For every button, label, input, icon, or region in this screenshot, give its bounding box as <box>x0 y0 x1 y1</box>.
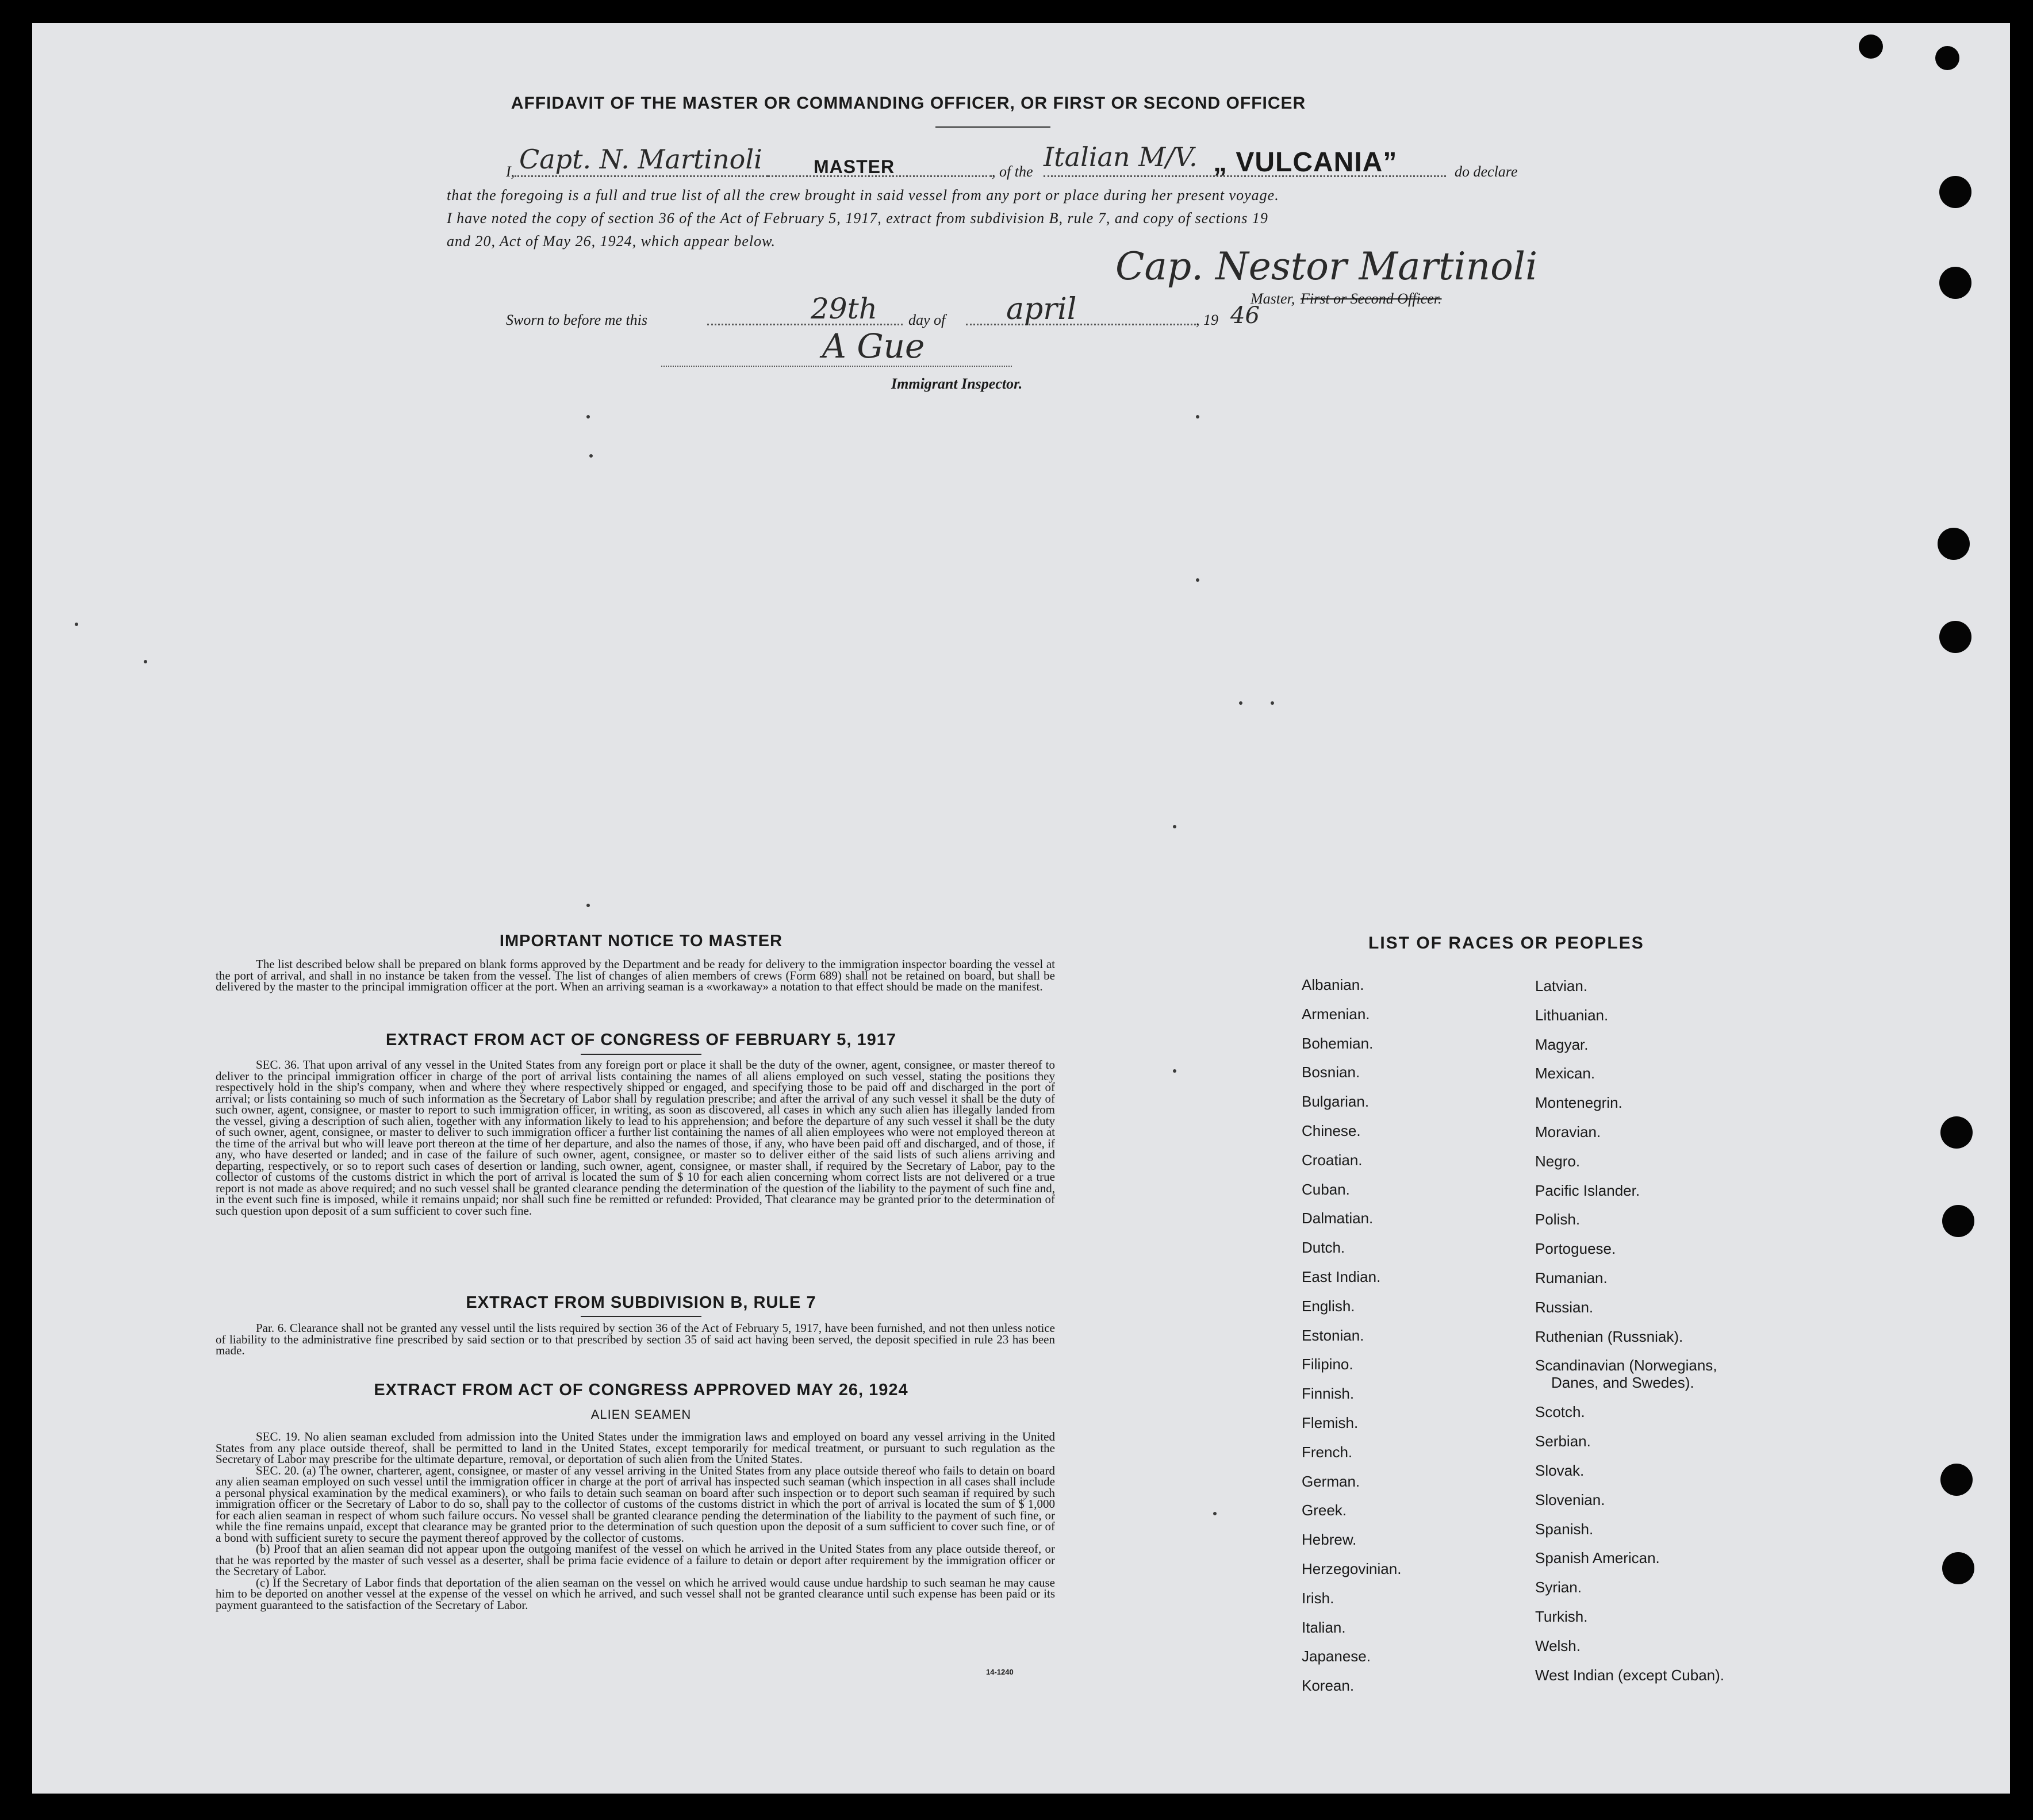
race-item: Spanish. <box>1535 1520 1594 1538</box>
rank-label: MASTER <box>814 156 895 177</box>
punch-hole <box>1935 46 1959 70</box>
extract-1917-text <box>216 1059 1055 1216</box>
race-item: Negro. <box>1535 1152 1581 1170</box>
punch-hole <box>1940 1116 1973 1149</box>
race-item: Greek. <box>1302 1502 1347 1519</box>
notice-title: IMPORTANT NOTICE TO MASTER <box>499 932 783 950</box>
races-column-2 <box>1535 972 1724 1690</box>
races-column-1 <box>1302 970 1401 1700</box>
punch-hole <box>1939 267 1971 299</box>
punch-hole <box>1940 1464 1973 1496</box>
sec36-paragraph: SEC. 36. That upon arrival of any vessel in the United States from any foreign port or place it shall be the duty of the owner, agent, consignee, or master thereof to deliver to the principal immigration officer in charge of the port of arrival lists containing the names of all aliens employed on such vessel, stating the positions they respectively hold in the ship's company, when and where they where respectively shipped or engaged, and specifying those to be paid off and discharged in the port of arrival; or lists containing so much of such information as the Secretary of Labor shall by regulation prescribe; and after the arrival of any such vessel it shall be the duty of such owner, agent, consignee, or master to report to such immigration officer, in writing, as soon as discovered, all cases in which any such alien has illegally landed from the vessel, giving a description of such alien, together with any information likely to lead to his apprehension; and before the departure of any such vessel it shall be the duty of such owner, agent, consignee, or master to deliver to such immigration officer a further list containing the names of all alien employees who were not employed thereon at the time of the arrival but who will leave port thereon at the time of her departure, and also the names of those, if any, who have been paid off and discharged, and of those, if any, who have deserted or landed; and in case of the failure of such owner, agent, consignee, or master so to deliver either of the said lists of such aliens arriving and departing, respectively, or so to report such cases of desertion or landing, such owner, agent, consignee, or master shall, if required by the Secretary of Labor, pay to the collector of customs of the customs district in which the port of arrival is located the sum of $ 10 for each alien concerning whom correct lists are not delivered or a true report is not made as above required; and no such vessel shall be granted clearance pending the determination of the question of the liability to the payment of such fine and, in the event such fine is imposed, while it remains unpaid; nor shall such fine be remitted or refunded: Provided, That clearance may be granted prior to the determination of such question upon deposit of a sum sufficient to cover such fine. <box>216 1058 1055 1218</box>
title-underline <box>935 126 1050 128</box>
race-item: Hebrew. <box>1302 1531 1357 1549</box>
race-item: Japanese. <box>1302 1648 1371 1665</box>
punch-hole <box>1942 1552 1974 1584</box>
extract-1917-title: EXTRACT FROM ACT OF CONGRESS OF FEBRUARY 5, 1917 <box>385 1031 897 1049</box>
race-item: Armenian. <box>1302 1005 1370 1023</box>
race-item: Spanish American. <box>1535 1549 1660 1567</box>
race-item: Montenegrin. <box>1535 1094 1622 1112</box>
i-label: I, <box>506 163 515 180</box>
race-item: German. <box>1302 1472 1360 1490</box>
race-item: Turkish. <box>1535 1607 1588 1625</box>
race-item: Scotch. <box>1535 1403 1585 1421</box>
race-item: Danes, and Swedes). <box>1551 1374 1694 1392</box>
race-item: Latvian. <box>1535 977 1588 995</box>
race-item: Croatian. <box>1302 1151 1363 1169</box>
race-item: Slovak. <box>1535 1461 1585 1479</box>
race-item: Italian. <box>1302 1618 1346 1636</box>
race-item: East Indian. <box>1302 1268 1381 1285</box>
race-item: Slovenian. <box>1535 1491 1605 1508</box>
race-item: Serbian. <box>1535 1433 1591 1450</box>
notice-text <box>216 959 1055 993</box>
of-the-label: , of the <box>992 163 1033 180</box>
punch-hole <box>1939 621 1971 653</box>
master-label: Master, <box>1251 290 1295 307</box>
race-item: Russian. <box>1535 1298 1594 1316</box>
sworn-day: 29th <box>811 292 877 325</box>
race-item: Bohemian. <box>1302 1034 1374 1052</box>
race-item: Polish. <box>1535 1211 1581 1228</box>
sworn-label: Sworn to before me this <box>506 312 648 328</box>
race-item: Irish. <box>1302 1589 1334 1607</box>
rule7-paragraph: Par. 6. Clearance shall not be granted any vessel until the lists required by section 36 of the Act of February 5, 1917, have been furnished, and not then unless notice of liability to the administrative fine prescribed by said section or to that prescribed by section 35 of said act having been served, the deposit specified in rule 23 has been made. <box>216 1321 1055 1357</box>
race-item: Chinese. <box>1302 1122 1361 1139</box>
declaration-line: that the foregoing is a full and true list of all the crew brought in said vessel from any port or place during her present voyage. <box>447 187 1279 203</box>
race-item: Dalmatian. <box>1302 1210 1374 1227</box>
race-item: Moravian. <box>1535 1123 1601 1141</box>
alien-seamen-subtitle: ALIEN SEAMEN <box>590 1407 692 1422</box>
race-item: Lithuanian. <box>1535 1006 1609 1024</box>
race-item: Rumanian. <box>1535 1269 1608 1287</box>
punch-hole <box>1942 1205 1974 1237</box>
race-item: Syrian. <box>1535 1579 1582 1596</box>
race-item: Finnish. <box>1302 1385 1355 1403</box>
race-item: Pacific Islander. <box>1535 1181 1640 1199</box>
sec20b-paragraph: (b) Proof that an alien seaman did not appear upon the outgoing manifest of the vessel on which he arrived in the United States from any place outside thereof, or that he was reported by the master of such vessel as a deserter, shall be prima facie evidence of a failure to detain or deport after requirement by the immigration officer or the Secretary of Labor. <box>216 1542 1055 1578</box>
race-item: West Indian (except Cuban). <box>1535 1666 1725 1684</box>
race-item: Scandinavian (Norwegians, <box>1535 1357 1717 1374</box>
sworn-month: april <box>1006 292 1077 327</box>
form-number: 14-1240 <box>986 1668 1014 1676</box>
first-second-officer-struck: First or Second Officer. <box>1301 290 1442 307</box>
race-item: Cuban. <box>1302 1180 1350 1198</box>
sec19-paragraph: SEC. 19. No alien seaman excluded from admission into the United States under the immigration laws and employed on board any vessel arriving in the United States from any place outside thereof, shall be permitted to land in the United States, except temporarily for medical treatment, or pursuant to such regulation as the Secretary of Labor may prescribe for the ultimate departure, removal, or deportation of such alien from the United States. <box>216 1430 1055 1466</box>
race-item: Mexican. <box>1535 1065 1595 1082</box>
race-item: Estonian. <box>1302 1326 1364 1344</box>
race-item: Filipino. <box>1302 1356 1353 1373</box>
race-item: Ruthenian (Russniak). <box>1535 1327 1683 1345</box>
inspector-signature: A Gue <box>822 327 925 366</box>
punch-hole <box>1859 34 1883 59</box>
declaration-line: and 20, Act of May 26, 1924, which appear below. <box>447 233 776 249</box>
day-of-label: day of <box>908 312 946 328</box>
race-item: Welsh. <box>1535 1637 1581 1654</box>
year-prefix: , 19 <box>1196 312 1218 328</box>
race-item: English. <box>1302 1297 1355 1315</box>
extract-1924-title: EXTRACT FROM ACT OF CONGRESS APPROVED MAY 26, 1924 <box>374 1381 908 1399</box>
punch-hole <box>1938 528 1970 560</box>
extract-rule7-text <box>216 1323 1055 1357</box>
races-title: LIST OF RACES OR PEOPLES <box>1368 934 1644 953</box>
do-declare: do declare <box>1455 163 1518 180</box>
race-item: French. <box>1302 1443 1353 1461</box>
race-item: Magyar. <box>1535 1035 1589 1053</box>
race-item: Portoguese. <box>1535 1240 1616 1258</box>
race-item: Bulgarian. <box>1302 1093 1370 1111</box>
declaration-line: I have noted the copy of section 36 of the Act of February 5, 1917, extract from subdivision B, rule 7, and copy of sections 19 <box>447 210 1268 226</box>
ship-name: „ VULCANIA” <box>1213 147 1398 178</box>
race-item: Herzegovinian. <box>1302 1560 1402 1577</box>
notice-paragraph: The list described below shall be prepared on blank forms approved by the Department and be ready for delivery to the immigration inspector boarding the vessel at the port of arrival, and shall in no instance be taken from the vessel. The list of changes of alien members of crews (Form 689) shall not be retained on board, but shall be delivered by the master to the principal immigration officer at the port. When an arriving seaman is a «workaway» a notation to that effect should be made on the manifest. <box>216 957 1055 993</box>
race-item: Korean. <box>1302 1677 1355 1695</box>
sec20c-paragraph: (c) If the Secretary of Labor finds that deportation of the alien seaman on the vessel on which he arrived would cause undue hardship to such seaman he may cause him to be deported on another vessel at the expense of the vessel on which he arrived, and such vessel shall not be granted clearance until such expense has been paid or its payment guaranteed to the satisfaction of the Secretary of Labor. <box>216 1575 1055 1612</box>
master-name: Capt. N. Martinoli <box>519 144 762 175</box>
race-item: Bosnian. <box>1302 1063 1360 1081</box>
inspector-label: Immigrant Inspector. <box>891 375 1023 392</box>
ship-type: Italian M/V. <box>1044 141 1198 172</box>
master-signature: Cap. Nestor Martinoli <box>1115 244 1538 289</box>
sec20a-paragraph: SEC. 20. (a) The owner, charterer, agent, consignee, or master of any vessel arriving in the United States from any place outside thereof who fails to detain on board any alien seaman employed on such vessel until the immigration officer in charge at the port of arrival has inspected such seaman (which inspection in all cases shall include a personal physical examination by the medical examiners), or who fails to detain such seaman on board after such inspection or to deport such seaman if required by such immigration officer or the Secretary of Labor to do so, shall pay to the collector of customs of the customs district in which the port of arrival is located the sum of $ 1,000 for each alien seaman in respect of whom such failure occurs. No vessel shall be granted clearance pending the determination of the liability to the payment of such fine, or while the fine remains unpaid, except that clearance may be granted prior to the determination of such question upon the deposit of a sum sufficient to cover such fine, or of a bond with sufficient surety to secure the payment thereof approved by the collector of customs. <box>216 1463 1055 1545</box>
race-item: Dutch. <box>1302 1239 1345 1257</box>
sworn-year: 46 <box>1230 302 1260 329</box>
race-item: Flemish. <box>1302 1414 1359 1431</box>
extract-1924-text <box>216 1431 1055 1611</box>
race-item: Albanian. <box>1302 976 1364 993</box>
affidavit-title: AFFIDAVIT OF THE MASTER OR COMMANDING OFFICER, OR FIRST OR SECOND OFFICER <box>511 94 1306 113</box>
punch-hole <box>1939 176 1971 208</box>
extract-rule7-title: EXTRACT FROM SUBDIVISION B, RULE 7 <box>466 1293 816 1312</box>
